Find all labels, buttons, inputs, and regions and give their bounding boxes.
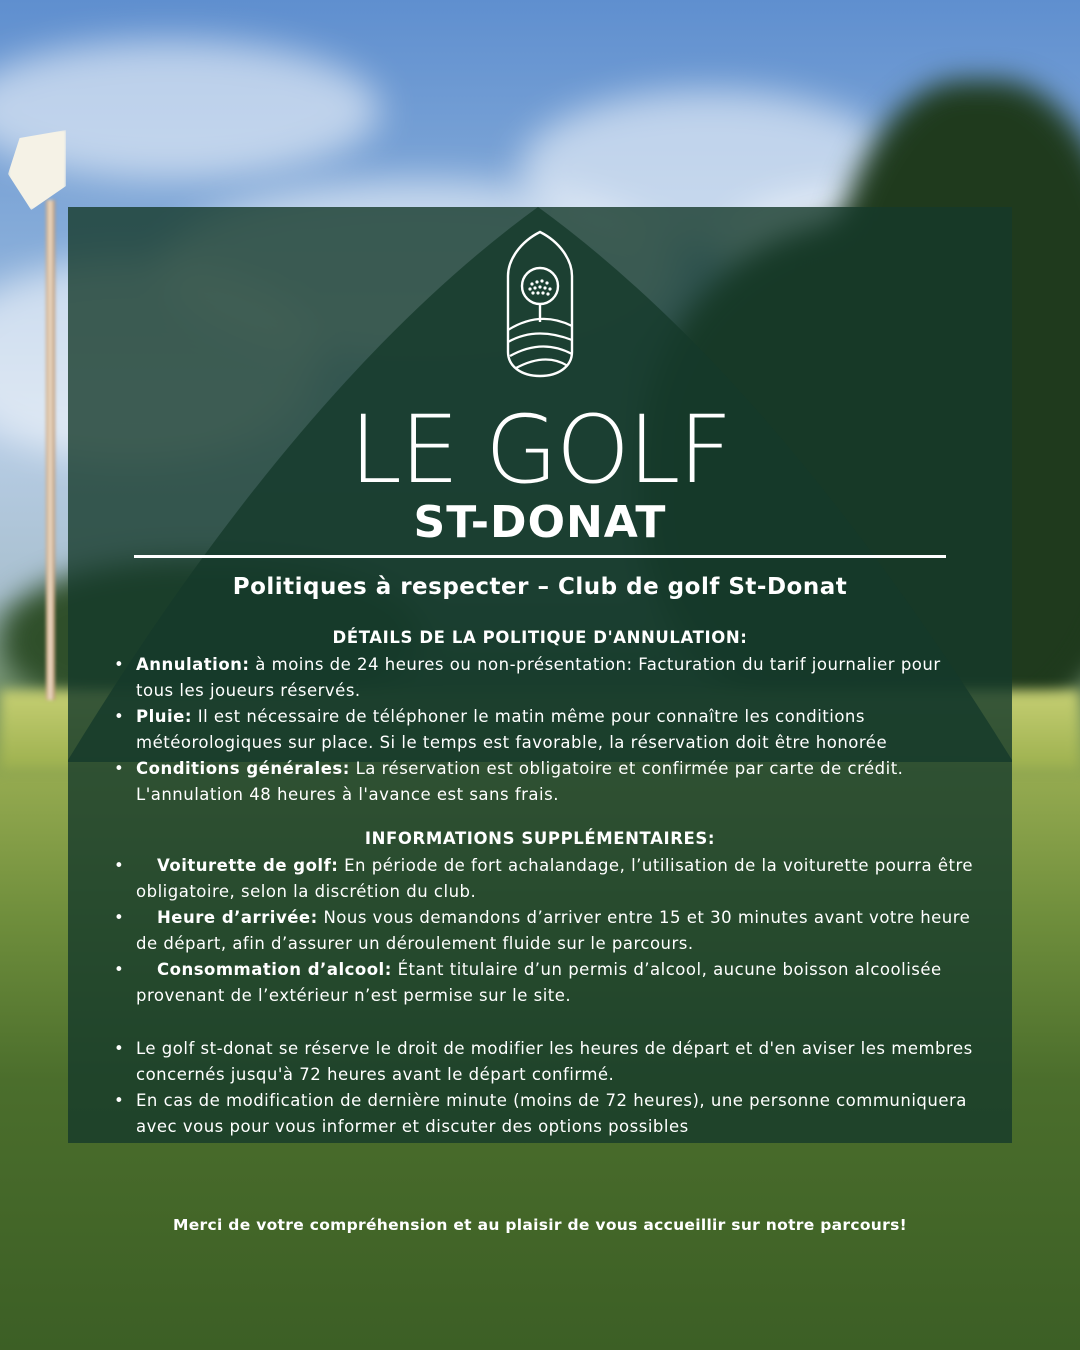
list-item: • Consommation d’alcool: Étant titulaire d’un permis d’alcool, aucune boisson alcoolisée provenant de l’extérieur n’est permise sur le site. bbox=[136, 957, 976, 1009]
list-item: • Voiturette de golf: En période de fort achalandage, l’utilisation de la voiturette pourra être obligatoire, selon la discrétion du club. bbox=[136, 853, 976, 905]
policy-title: Politiques à respecter – Club de golf St-Donat bbox=[232, 574, 848, 600]
cancellation-list bbox=[136, 652, 976, 808]
list-item: • Le golf st-donat se réserve le droit de modifier les heures de départ et d'en aviser les membres concernés jusqu'à 72 heures avant le départ confirmé. bbox=[136, 1036, 976, 1088]
list-item: • Conditions générales: La réservation est obligatoire et confirmée par carte de crédit. L'annulation 48 heures à l'avance est sans frais. bbox=[136, 756, 976, 808]
list-item: • Pluie: Il est nécessaire de téléphoner le matin même pour connaître les conditions météorologiques sur place. Si le temps est favorable, la réservation doit être honorée bbox=[136, 704, 976, 756]
list-item: • Annulation: à moins de 24 heures ou non-présentation: Facturation du tarif journalier pour tous les joueurs réservés. bbox=[136, 652, 976, 704]
list-item: • En cas de modification de dernière minute (moins de 72 heures), une personne communiquera avec vous pour vous informer et discuter des options possibles bbox=[136, 1088, 976, 1140]
brand-title-st-donat: ST-DONAT bbox=[413, 497, 667, 548]
divider-line bbox=[134, 555, 946, 558]
golf-ball-on-tee-logo-icon bbox=[506, 230, 574, 378]
list-item: • Heure d’arrivée: Nous vous demandons d’arriver entre 15 et 30 minutes avant votre heure de départ, afin d’assurer un déroulement fluide sur le parcours. bbox=[136, 905, 976, 957]
notes-list bbox=[136, 1036, 976, 1140]
cancellation-heading: DÉTAILS DE LA POLITIQUE D'ANNULATION: bbox=[332, 628, 748, 647]
additional-info-list bbox=[136, 853, 976, 1009]
additional-info-heading: INFORMATIONS SUPPLÉMENTAIRES: bbox=[364, 829, 716, 848]
brand-title-le-golf: LE GOLF bbox=[349, 396, 731, 505]
thank-you-message: Merci de votre compréhension et au plaisir de vous accueillir sur notre parcours! bbox=[173, 1216, 907, 1234]
